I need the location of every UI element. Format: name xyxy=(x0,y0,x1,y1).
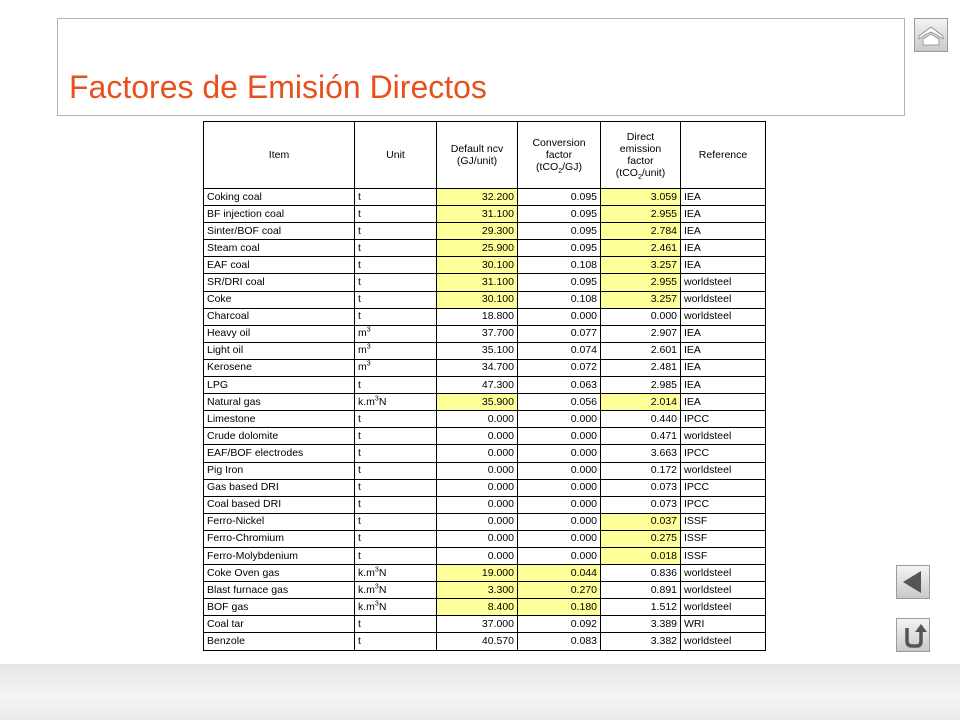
cell-conversion-factor: 0.095 xyxy=(518,189,601,206)
cell-unit xyxy=(355,223,437,240)
cell-conversion-factor: 0.083 xyxy=(518,633,601,650)
cell-reference: ISSF xyxy=(681,513,766,530)
cell-default-ncv: 18.800 xyxy=(437,308,518,325)
cell-reference: worldsteel xyxy=(681,582,766,599)
cell-item: Heavy oil xyxy=(204,325,355,342)
cell-conversion-factor: 0.063 xyxy=(518,377,601,394)
table-row xyxy=(204,394,766,411)
cell-conversion-factor: 0.044 xyxy=(518,565,601,582)
cell-conversion-factor: 0.077 xyxy=(518,325,601,342)
cell-direct-emission-factor: 3.389 xyxy=(601,616,681,633)
unit-suffix: N xyxy=(378,566,387,579)
cell-conversion-factor: 0.095 xyxy=(518,274,601,291)
table-row xyxy=(204,206,766,223)
cell-conversion-factor: 0.000 xyxy=(518,428,601,445)
cell-unit xyxy=(355,616,437,633)
cell-unit xyxy=(355,530,437,547)
table-row xyxy=(204,274,766,291)
cell-direct-emission-factor: 0.440 xyxy=(601,411,681,428)
cell-unit xyxy=(355,633,437,650)
return-button[interactable] xyxy=(896,618,930,652)
cell-reference: IEA xyxy=(681,377,766,394)
cell-item: Ferro-Chromium xyxy=(204,530,355,547)
cell-default-ncv: 19.000 xyxy=(437,565,518,582)
table-row xyxy=(204,240,766,257)
header-dir-line4b: /unit) xyxy=(641,167,666,179)
cell-item: BF injection coal xyxy=(204,206,355,223)
table-row xyxy=(204,513,766,530)
cell-default-ncv: 0.000 xyxy=(437,547,518,564)
cell-direct-emission-factor: 0.073 xyxy=(601,496,681,513)
table-row xyxy=(204,462,766,479)
cell-default-ncv: 25.900 xyxy=(437,240,518,257)
cell-item: Charcoal xyxy=(204,308,355,325)
unit-base: t xyxy=(358,310,361,323)
cell-direct-emission-factor: 2.014 xyxy=(601,394,681,411)
cell-item: Crude dolomite xyxy=(204,428,355,445)
cell-direct-emission-factor: 3.382 xyxy=(601,633,681,650)
table-row xyxy=(204,359,766,376)
cell-default-ncv: 34.700 xyxy=(437,359,518,376)
cell-reference: worldsteel xyxy=(681,462,766,479)
cell-item: Gas based DRI xyxy=(204,479,355,496)
cell-direct-emission-factor: 0.172 xyxy=(601,462,681,479)
page-title: Factores de Emisión Directos xyxy=(69,69,487,105)
cell-item: SR/DRI coal xyxy=(204,274,355,291)
cell-item: Steam coal xyxy=(204,240,355,257)
cell-direct-emission-factor: 0.037 xyxy=(601,513,681,530)
cell-unit xyxy=(355,565,437,582)
cell-direct-emission-factor: 2.784 xyxy=(601,223,681,240)
cell-unit xyxy=(355,206,437,223)
unit-superscript: 3 xyxy=(374,395,379,403)
unit-base: m xyxy=(358,344,367,357)
return-arrow-icon xyxy=(897,619,929,651)
table-row xyxy=(204,411,766,428)
cell-item: BOF gas xyxy=(204,599,355,616)
cell-direct-emission-factor: 0.000 xyxy=(601,308,681,325)
cell-item: Kerosene xyxy=(204,359,355,376)
unit-base: k.m xyxy=(358,566,375,579)
header-conv-line1: Conversion xyxy=(532,137,586,149)
cell-item: EAF/BOF electrodes xyxy=(204,445,355,462)
unit-base: t xyxy=(358,549,361,562)
table-row xyxy=(204,342,766,359)
cell-conversion-factor: 0.180 xyxy=(518,599,601,616)
cell-unit xyxy=(355,308,437,325)
unit-base: t xyxy=(358,412,361,425)
cell-default-ncv: 37.000 xyxy=(437,616,518,633)
cell-item: Coke xyxy=(204,291,355,308)
cell-reference: ISSF xyxy=(681,547,766,564)
cell-default-ncv: 0.000 xyxy=(437,530,518,547)
cell-unit xyxy=(355,428,437,445)
cell-default-ncv: 0.000 xyxy=(437,428,518,445)
unit-suffix: N xyxy=(378,395,387,408)
cell-direct-emission-factor: 3.059 xyxy=(601,189,681,206)
header-unit: Unit xyxy=(355,122,437,189)
cell-reference: worldsteel xyxy=(681,291,766,308)
cell-default-ncv: 32.200 xyxy=(437,189,518,206)
cell-reference: IEA xyxy=(681,325,766,342)
cell-conversion-factor: 0.072 xyxy=(518,359,601,376)
cell-item: LPG xyxy=(204,377,355,394)
unit-base: t xyxy=(358,498,361,511)
cell-reference: worldsteel xyxy=(681,428,766,445)
cell-item: Ferro-Molybdenium xyxy=(204,547,355,564)
cell-reference: worldsteel xyxy=(681,274,766,291)
cell-item: Benzole xyxy=(204,633,355,650)
cell-default-ncv: 40.570 xyxy=(437,633,518,650)
table-row xyxy=(204,445,766,462)
cell-direct-emission-factor: 0.471 xyxy=(601,428,681,445)
table-row xyxy=(204,189,766,206)
cell-conversion-factor: 0.074 xyxy=(518,342,601,359)
cell-conversion-factor: 0.092 xyxy=(518,616,601,633)
table-row xyxy=(204,257,766,274)
cell-conversion-factor: 0.108 xyxy=(518,291,601,308)
unit-suffix: N xyxy=(378,600,387,613)
unit-base: t xyxy=(358,207,361,220)
cell-conversion-factor: 0.000 xyxy=(518,513,601,530)
cell-conversion-factor: 0.000 xyxy=(518,496,601,513)
cell-unit xyxy=(355,274,437,291)
unit-base: k.m xyxy=(358,395,375,408)
cell-item: Coke Oven gas xyxy=(204,565,355,582)
cell-reference: IEA xyxy=(681,394,766,411)
cell-unit xyxy=(355,291,437,308)
cell-conversion-factor: 0.000 xyxy=(518,411,601,428)
unit-superscript: 3 xyxy=(374,600,379,608)
cell-unit xyxy=(355,513,437,530)
cell-unit xyxy=(355,189,437,206)
table-row xyxy=(204,547,766,564)
unit-base: t xyxy=(358,241,361,254)
cell-reference: IPCC xyxy=(681,411,766,428)
unit-superscript: 3 xyxy=(366,343,371,351)
header-dir-line2: emission xyxy=(619,143,662,155)
header-item: Item xyxy=(204,122,355,189)
unit-base: k.m xyxy=(358,583,375,596)
unit-suffix: N xyxy=(378,583,387,596)
cell-default-ncv: 3.300 xyxy=(437,582,518,599)
cell-default-ncv: 47.300 xyxy=(437,377,518,394)
cell-unit xyxy=(355,377,437,394)
cell-conversion-factor: 0.095 xyxy=(518,223,601,240)
cell-conversion-factor: 0.000 xyxy=(518,308,601,325)
unit-base: t xyxy=(358,617,361,630)
cell-direct-emission-factor: 0.275 xyxy=(601,530,681,547)
header-conversion-factor xyxy=(518,122,601,189)
cell-item: Ferro-Nickel xyxy=(204,513,355,530)
back-button[interactable] xyxy=(896,565,930,599)
header-dir-line1: Direct xyxy=(626,131,655,143)
unit-base: t xyxy=(358,481,361,494)
cell-unit xyxy=(355,445,437,462)
unit-base: t xyxy=(358,446,361,459)
cell-conversion-factor: 0.095 xyxy=(518,206,601,223)
unit-base: t xyxy=(358,634,361,647)
home-icon xyxy=(915,19,947,51)
cell-default-ncv: 37.700 xyxy=(437,325,518,342)
table-row xyxy=(204,599,766,616)
unit-base: m xyxy=(358,361,367,374)
table-row xyxy=(204,565,766,582)
title-box xyxy=(57,18,905,116)
cell-unit xyxy=(355,411,437,428)
unit-superscript: 3 xyxy=(366,360,371,368)
cell-unit xyxy=(355,599,437,616)
table-row xyxy=(204,428,766,445)
cell-unit xyxy=(355,394,437,411)
cell-item: Coal based DRI xyxy=(204,496,355,513)
cell-default-ncv: 0.000 xyxy=(437,496,518,513)
unit-superscript: 3 xyxy=(366,326,371,334)
cell-direct-emission-factor: 2.601 xyxy=(601,342,681,359)
table-row xyxy=(204,325,766,342)
cell-direct-emission-factor: 3.257 xyxy=(601,291,681,308)
cell-direct-emission-factor: 0.073 xyxy=(601,479,681,496)
table-row xyxy=(204,616,766,633)
cell-conversion-factor: 0.000 xyxy=(518,462,601,479)
cell-item: Limestone xyxy=(204,411,355,428)
unit-superscript: 3 xyxy=(374,583,379,591)
cell-unit xyxy=(355,582,437,599)
unit-base: t xyxy=(358,429,361,442)
table-row xyxy=(204,308,766,325)
cell-unit xyxy=(355,342,437,359)
cell-item: Pig Iron xyxy=(204,462,355,479)
cell-reference: worldsteel xyxy=(681,308,766,325)
cell-reference: IEA xyxy=(681,240,766,257)
cell-default-ncv: 0.000 xyxy=(437,462,518,479)
cell-reference: worldsteel xyxy=(681,599,766,616)
cell-direct-emission-factor: 3.663 xyxy=(601,445,681,462)
unit-base: m xyxy=(358,327,367,340)
cell-item: Natural gas xyxy=(204,394,355,411)
table-header-row xyxy=(204,122,766,189)
home-button[interactable] xyxy=(914,18,948,52)
header-reference: Reference xyxy=(681,122,766,189)
cell-item: EAF coal xyxy=(204,257,355,274)
cell-default-ncv: 29.300 xyxy=(437,223,518,240)
cell-reference: IEA xyxy=(681,359,766,376)
cell-reference: IPCC xyxy=(681,496,766,513)
unit-base: t xyxy=(358,258,361,271)
table-row xyxy=(204,479,766,496)
cell-conversion-factor: 0.108 xyxy=(518,257,601,274)
triangle-left-icon xyxy=(897,566,929,598)
header-dir-line4-sub: 2 xyxy=(637,174,642,182)
cell-conversion-factor: 0.056 xyxy=(518,394,601,411)
cell-default-ncv: 8.400 xyxy=(437,599,518,616)
cell-unit xyxy=(355,479,437,496)
cell-reference: IEA xyxy=(681,206,766,223)
table-row xyxy=(204,377,766,394)
bottom-bar xyxy=(0,664,960,720)
cell-item: Coking coal xyxy=(204,189,355,206)
cell-reference: IEA xyxy=(681,189,766,206)
cell-reference: worldsteel xyxy=(681,633,766,650)
emission-factors-table xyxy=(203,121,766,651)
unit-base: k.m xyxy=(358,600,375,613)
table-row xyxy=(204,291,766,308)
cell-default-ncv: 31.100 xyxy=(437,206,518,223)
cell-default-ncv: 35.900 xyxy=(437,394,518,411)
unit-base: t xyxy=(358,464,361,477)
cell-direct-emission-factor: 2.955 xyxy=(601,206,681,223)
header-conv-line3b: /GJ) xyxy=(562,161,582,173)
cell-default-ncv: 30.100 xyxy=(437,257,518,274)
table-row xyxy=(204,530,766,547)
header-conv-line2: factor xyxy=(545,149,573,161)
unit-base: t xyxy=(358,276,361,289)
cell-direct-emission-factor: 0.836 xyxy=(601,565,681,582)
header-ncv-line1: Default ncv xyxy=(450,143,504,155)
cell-unit xyxy=(355,257,437,274)
unit-base: t xyxy=(358,378,361,391)
cell-item: Light oil xyxy=(204,342,355,359)
cell-conversion-factor: 0.000 xyxy=(518,445,601,462)
unit-base: t xyxy=(358,224,361,237)
cell-unit xyxy=(355,325,437,342)
cell-conversion-factor: 0.000 xyxy=(518,479,601,496)
cell-reference: IPCC xyxy=(681,445,766,462)
cell-default-ncv: 0.000 xyxy=(437,445,518,462)
cell-default-ncv: 30.100 xyxy=(437,291,518,308)
table-row xyxy=(204,582,766,599)
cell-default-ncv: 0.000 xyxy=(437,411,518,428)
cell-conversion-factor: 0.000 xyxy=(518,547,601,564)
cell-reference: IEA xyxy=(681,223,766,240)
cell-direct-emission-factor: 2.985 xyxy=(601,377,681,394)
cell-direct-emission-factor: 2.955 xyxy=(601,274,681,291)
unit-base: t xyxy=(358,515,361,528)
cell-unit xyxy=(355,359,437,376)
cell-reference: WRI xyxy=(681,616,766,633)
unit-base: t xyxy=(358,532,361,545)
cell-default-ncv: 31.100 xyxy=(437,274,518,291)
unit-base: t xyxy=(358,190,361,203)
cell-direct-emission-factor: 2.461 xyxy=(601,240,681,257)
cell-default-ncv: 0.000 xyxy=(437,513,518,530)
cell-unit xyxy=(355,462,437,479)
cell-default-ncv: 0.000 xyxy=(437,479,518,496)
cell-item: Coal tar xyxy=(204,616,355,633)
cell-unit xyxy=(355,240,437,257)
table-body xyxy=(204,189,766,651)
header-dir-line4a: (tCO xyxy=(615,167,638,179)
header-conv-line3a: (tCO xyxy=(536,161,559,173)
cell-conversion-factor: 0.270 xyxy=(518,582,601,599)
unit-superscript: 3 xyxy=(374,566,379,574)
header-conv-line3-sub: 2 xyxy=(558,168,563,176)
header-direct-emission-factor xyxy=(601,122,681,189)
cell-reference: ISSF xyxy=(681,530,766,547)
cell-direct-emission-factor: 2.481 xyxy=(601,359,681,376)
cell-direct-emission-factor: 1.512 xyxy=(601,599,681,616)
cell-item: Blast furnace gas xyxy=(204,582,355,599)
cell-direct-emission-factor: 2.907 xyxy=(601,325,681,342)
cell-conversion-factor: 0.000 xyxy=(518,530,601,547)
unit-base: t xyxy=(358,293,361,306)
cell-direct-emission-factor: 0.018 xyxy=(601,547,681,564)
cell-default-ncv: 35.100 xyxy=(437,342,518,359)
cell-unit xyxy=(355,496,437,513)
cell-reference: IEA xyxy=(681,257,766,274)
cell-direct-emission-factor: 3.257 xyxy=(601,257,681,274)
table-row xyxy=(204,496,766,513)
header-ncv-line2: (GJ/unit) xyxy=(456,155,498,167)
cell-reference: worldsteel xyxy=(681,565,766,582)
header-default-ncv xyxy=(437,122,518,189)
cell-unit xyxy=(355,547,437,564)
cell-item: Sinter/BOF coal xyxy=(204,223,355,240)
cell-reference: IEA xyxy=(681,342,766,359)
cell-conversion-factor: 0.095 xyxy=(518,240,601,257)
cell-reference: IPCC xyxy=(681,479,766,496)
table-row xyxy=(204,223,766,240)
cell-direct-emission-factor: 0.891 xyxy=(601,582,681,599)
table-row xyxy=(204,633,766,650)
header-dir-line3: factor xyxy=(627,155,654,167)
